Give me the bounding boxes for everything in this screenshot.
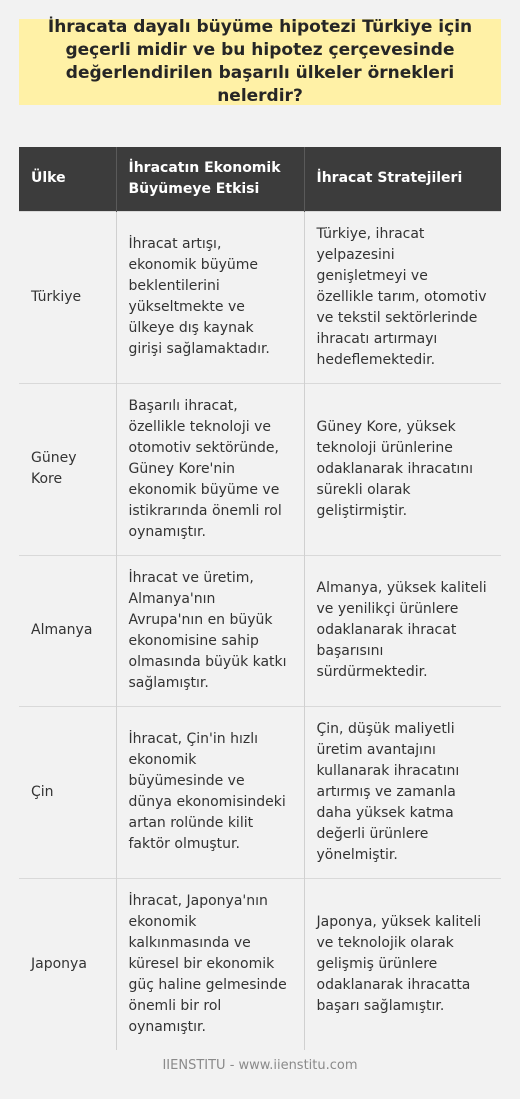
header-effect: İhracatın Ekonomik Büyümeye Etkisi — [116, 147, 304, 211]
cell-effect: Başarılı ihracat, özellikle teknoloji ve otomotiv sektöründe, Güney Kore'nin ekonomik büyüme ve istikrarında önemli rol oynamıştır. — [116, 383, 304, 555]
comparison-table — [19, 147, 501, 1050]
table-row — [19, 383, 501, 555]
table-header-row — [19, 147, 501, 211]
cell-effect: İhracat artışı, ekonomik büyüme beklentilerini yükseltmekte ve ülkeye dış kaynak girişi sağlamaktadır. — [116, 211, 304, 383]
cell-effect: İhracat, Çin'in hızlı ekonomik büyümesinde ve dünya ekonomisindeki artan rolünde kilit faktör olmuştur. — [116, 706, 304, 878]
cell-country: Japonya — [19, 878, 116, 1050]
title-banner — [19, 19, 501, 105]
table-row — [19, 555, 501, 706]
cell-strategy: Türkiye, ihracat yelpazesini genişletmeyi ve özellikle tarım, otomotiv ve tekstil sektörlerinde ihracatı artırmayı hedeflemektedir. — [304, 211, 501, 383]
header-strategy: İhracat Stratejileri — [304, 147, 501, 211]
cell-strategy: Güney Kore, yüksek teknoloji ürünlerine odaklanarak ihracatını sürekli olarak geliştirmiştir. — [304, 383, 501, 555]
cell-country: Türkiye — [19, 211, 116, 383]
header-country: Ülke — [19, 147, 116, 211]
cell-effect: İhracat ve üretim, Almanya'nın Avrupa'nın en büyük ekonomisine sahip olmasında büyük katkı sağlamıştır. — [116, 555, 304, 706]
table-row — [19, 211, 501, 383]
cell-strategy: Çin, düşük maliyetli üretim avantajını kullanarak ihracatını artırmış ve zamanla daha yüksek katma değerli ürünlere yönelmiştir. — [304, 706, 501, 878]
cell-country: Çin — [19, 706, 116, 878]
cell-strategy: Almanya, yüksek kaliteli ve yenilikçi ürünlere odaklanarak ihracat başarısını sürdürmektedir. — [304, 555, 501, 706]
cell-effect: İhracat, Japonya'nın ekonomik kalkınmasında ve küresel bir ekonomik güç haline gelmesinde önemli bir rol oynamıştır. — [116, 878, 304, 1050]
page-title: İhracata dayalı büyüme hipotezi Türkiye için geçerli midir ve bu hipotez çerçevesinde değerlendirilen başarılı ülkeler örnekleri nelerdir? — [47, 17, 473, 106]
footer-credit: IIENSTITU - www.iienstitu.com — [162, 1058, 358, 1073]
cell-country: Güney Kore — [19, 383, 116, 555]
cell-strategy: Japonya, yüksek kaliteli ve teknolojik olarak gelişmiş ürünlere odaklanarak ihracatta başarı sağlamıştır. — [304, 878, 501, 1050]
table-row — [19, 878, 501, 1050]
table-row — [19, 706, 501, 878]
cell-country: Almanya — [19, 555, 116, 706]
